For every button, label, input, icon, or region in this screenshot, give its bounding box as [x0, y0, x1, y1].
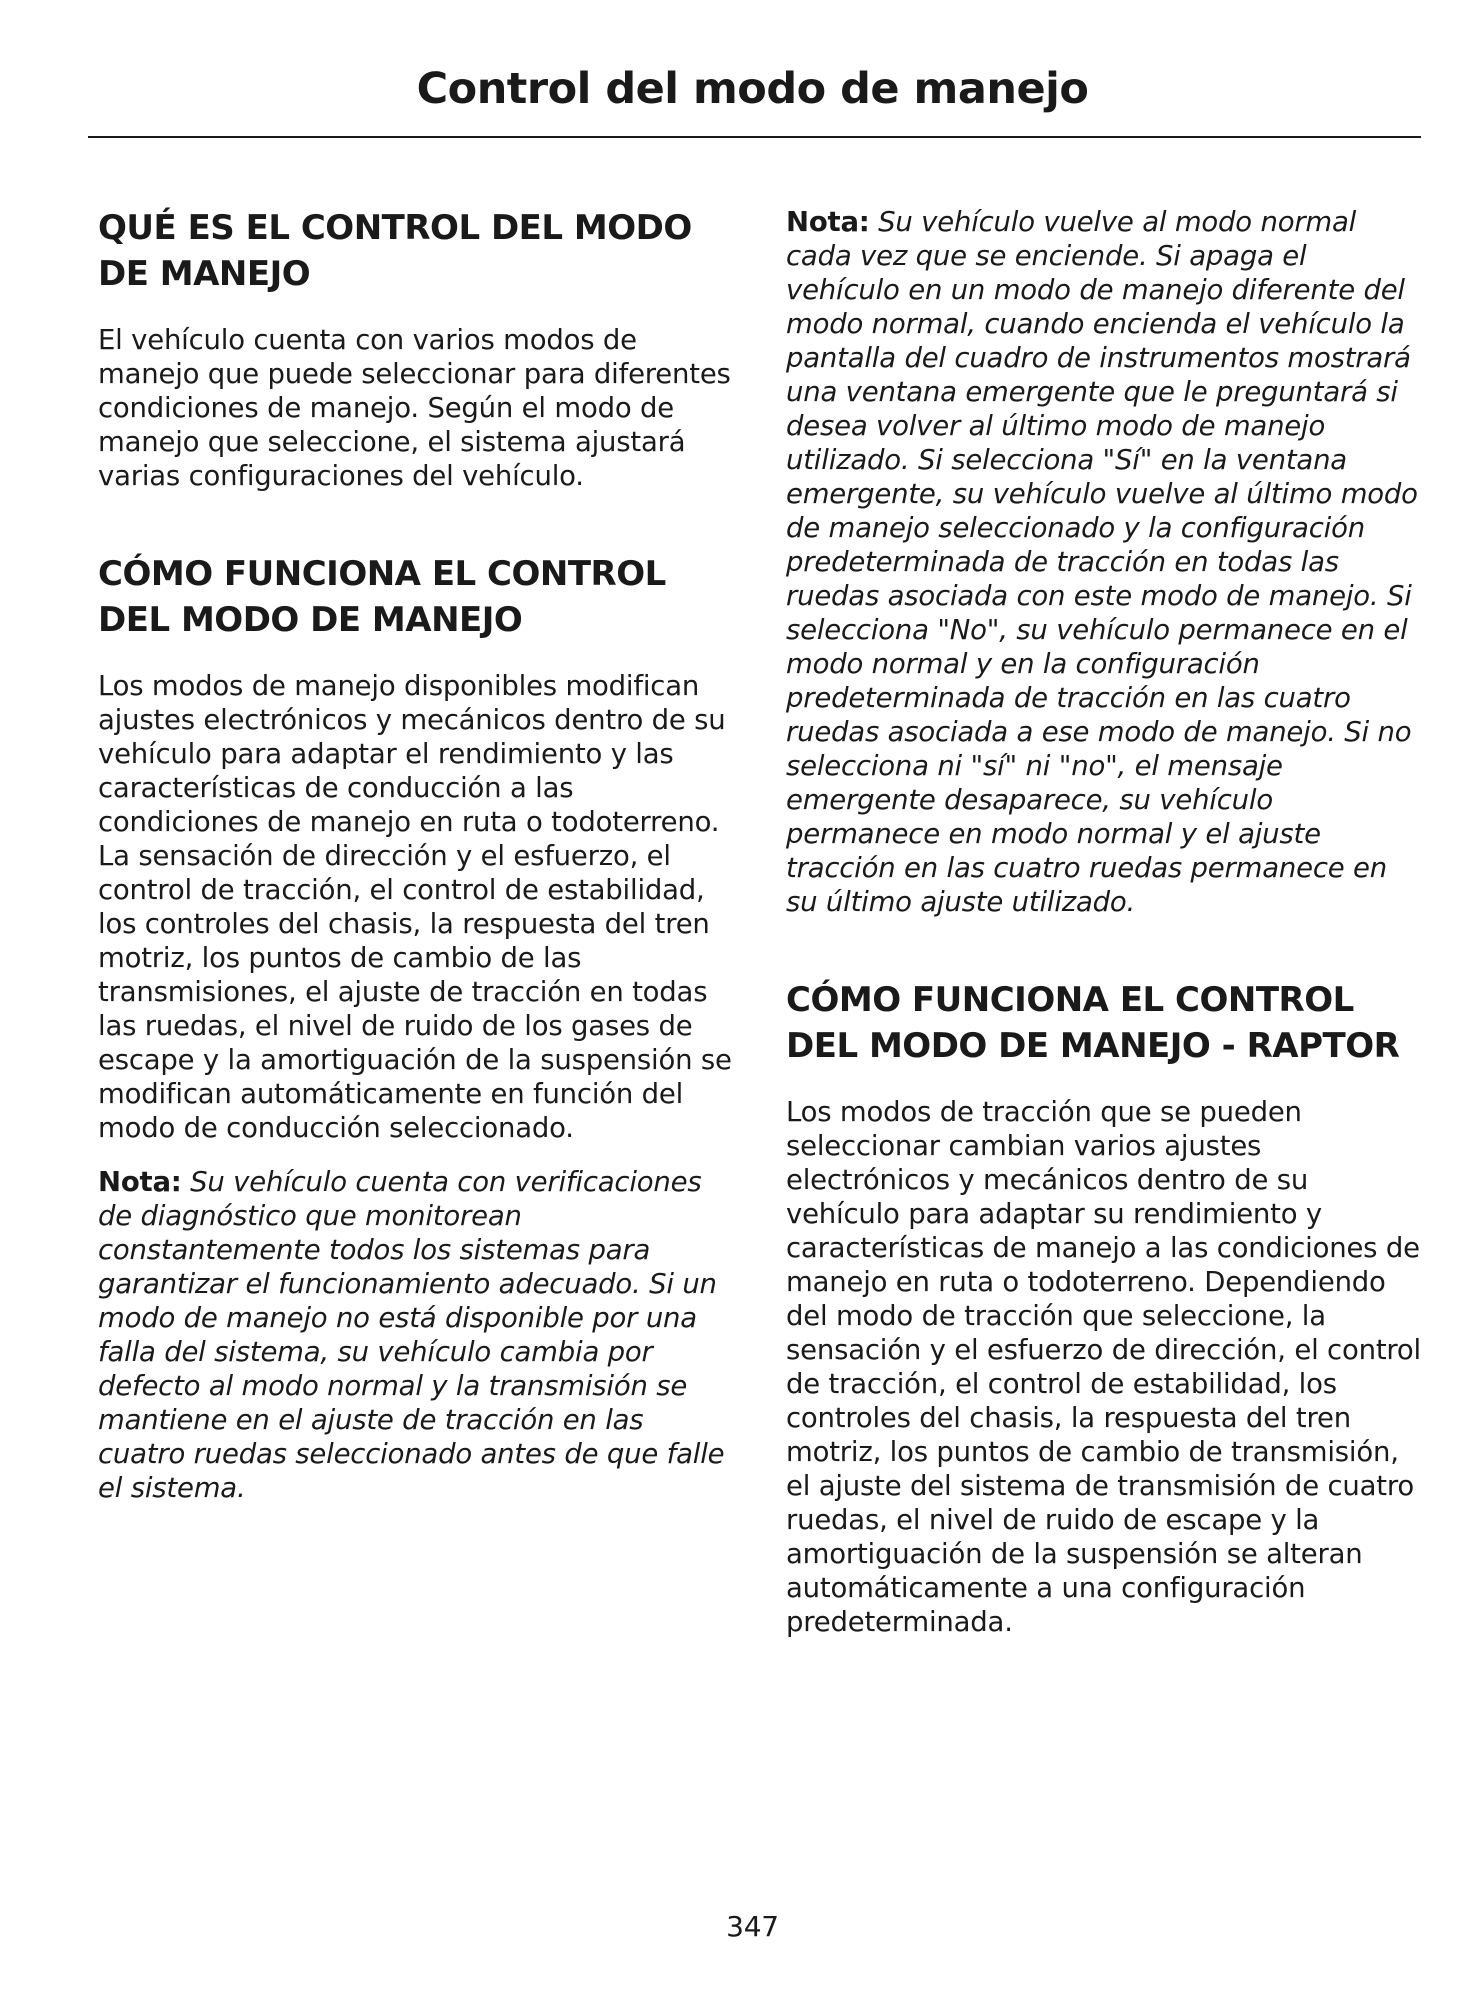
note-label: Nota:	[786, 206, 870, 238]
right-column	[786, 205, 1426, 1639]
note-label: Nota:	[98, 1166, 182, 1198]
section-heading-raptor: CÓMO FUNCIONA EL CONTROL DEL MODO DE MANEJO - RAPTOR	[786, 980, 1400, 1066]
page-number: 347	[726, 1910, 779, 1943]
section-body-que-es: El vehículo cuenta con varios modos de manejo que puede seleccionar para diferentes condiciones de manejo. Según el modo de manejo que seleccione, el sistema ajustará varias configuraciones del vehículo.	[98, 324, 731, 492]
section-heading-como-funciona: CÓMO FUNCIONA EL CONTROL DEL MODO DE MANEJO	[98, 554, 666, 640]
note-diagnostico	[98, 1165, 738, 1505]
section-body-raptor: Los modos de tracción que se pueden seleccionar cambian varios ajustes electrónicos y mecánicos dentro de su vehículo para adaptar su rendimiento y características de manejo a las condiciones de manejo en ruta o todoterreno. Dependiendo del modo de tracción que seleccione, la sensación y el esfuerzo de dirección, el control de tracción, el control de estabilidad, los controles del chasis, la respuesta del tren motriz, los puntos de cambio de transmisión, el ajuste del sistema de transmisión de cuatro ruedas, el nivel de ruido de escape y la amortiguación de la suspensión se alteran automáticamente a una configuración predeterminada.	[786, 1096, 1421, 1638]
left-column	[98, 205, 738, 1505]
page-title: Control del modo de manejo	[416, 64, 1089, 114]
note-modo-normal	[786, 205, 1426, 919]
section-body-como-funciona: Los modos de manejo disponibles modifican ajustes electrónicos y mecánicos dentro de su vehículo para adaptar el rendimiento y las características de conducción a las condiciones de manejo en ruta o todoterreno. La sensación de dirección y el esfuerzo, el control de tracción, el control de estabilidad, los controles del chasis, la respuesta del tren motriz, los puntos de cambio de las transmisiones, el ajuste de tracción en todas las ruedas, el nivel de ruido de los gases de escape y la amortiguación de la suspensión se modifican automáticamente en función del modo de conducción seleccionado.	[98, 670, 732, 1144]
section-heading-que-es: QUÉ ES EL CONTROL DEL MODO DE MANEJO	[98, 208, 692, 294]
title-divider	[88, 136, 1421, 138]
note-text: Su vehículo vuelve al modo normal cada vez que se enciende. Si apaga el vehículo en un modo de manejo diferente del modo normal, cuando encienda el vehículo la pantalla del cuadro de instrumentos mostrará una ventana emergente que le preguntará si desea volver al último modo de manejo utilizado. Si selecciona "Sí" en la ventana emergente, su vehículo vuelve al último modo de manejo seleccionado y la configuración predeterminada de tracción en todas las ruedas asociada con este modo de manejo. Si selecciona "No", su vehículo permanece en el modo normal y en la configuración predeterminada de tracción en las cuatro ruedas asociada a ese modo de manejo. Si no selecciona ni "sí" ni "no", el mensaje emergente desaparece, su vehículo permanece en modo normal y el ajuste tracción en las cuatro ruedas permanece en su último ajuste utilizado.	[786, 206, 1418, 918]
note-text: Su vehículo cuenta con verificaciones de diagnóstico que monitorean constantemente todos los sistemas para garantizar el funcionamiento adecuado. Si un modo de manejo no está disponible por una falla del sistema, su vehículo cambia por defecto al modo normal y la transmisión se mantiene en el ajuste de tracción en las cuatro ruedas seleccionado antes de que falle el sistema.	[98, 1166, 725, 1504]
